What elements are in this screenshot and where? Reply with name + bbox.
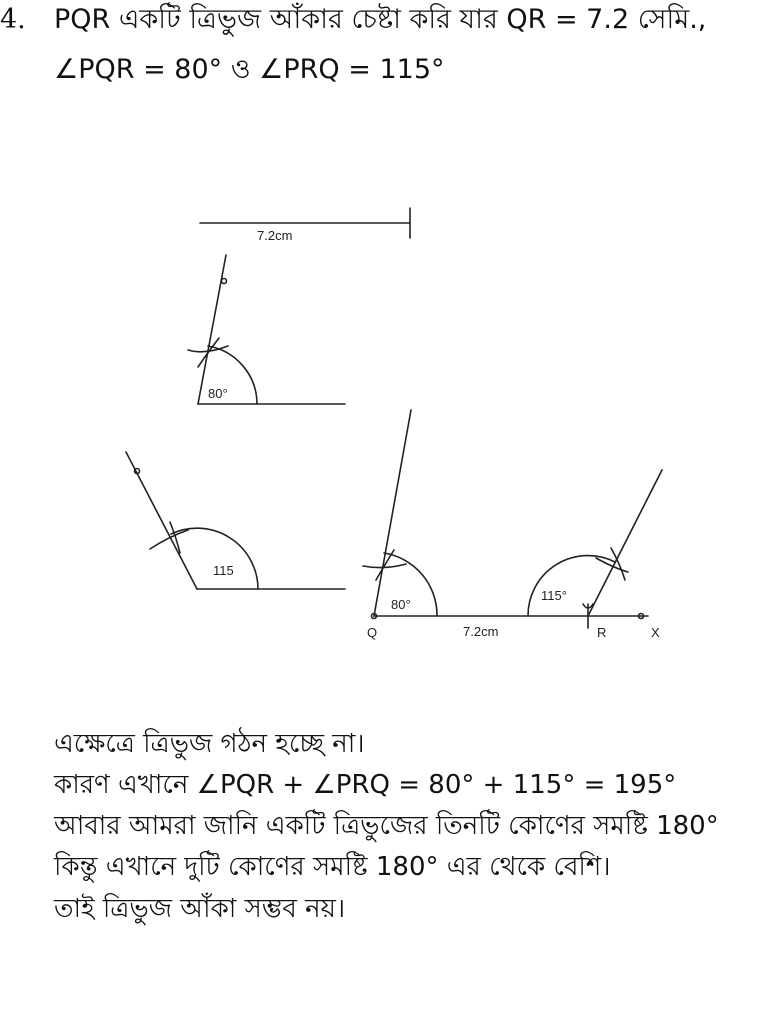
answer-line-1: এক্ষেত্রে ত্রিভুজ গঠন হচ্ছে না।: [54, 729, 365, 759]
base-label: 7.2cm: [463, 624, 499, 639]
question-text: PQR একটি ত্রিভুজ আঁকার চেষ্টা করি যার QR = 7.2 সেমি.,: [54, 4, 707, 35]
point-q-label: Q: [367, 625, 378, 640]
angle-80-label: 80°: [208, 386, 228, 401]
top-segment-label: 7.2cm: [257, 228, 293, 243]
top-segment: [200, 208, 410, 243]
answer-line-2: কারণ এখানে ∠PQR + ∠PRQ = 80° + 115° = 195°: [54, 770, 677, 800]
final-angle-115-label: 115°: [541, 588, 567, 603]
answer-line-3: আবার আমরা জানি একটি ত্রিভুজের তিনটি কোণের সমষ্টি 180°: [54, 811, 719, 841]
answer-line-5: তাই ত্রিভুজ আঁকা সম্ভব নয়।: [54, 894, 346, 924]
angle-80-construction: [188, 255, 345, 404]
angle-115-construction: [126, 452, 345, 589]
question-line-2: ∠PQR = 80° ও ∠PRQ = 115°: [54, 54, 445, 85]
final-construction: [363, 410, 662, 640]
point-r-label: R: [597, 625, 607, 640]
angle-115-label: 115: [213, 563, 234, 578]
point-x-label: X: [651, 625, 660, 640]
final-angle-80-label: 80°: [391, 597, 411, 612]
question-number: 4.: [0, 4, 26, 35]
answer-line-4: কিন্তু এখানে দুটি কোণের সমষ্টি 180° এর থেকে বেশি।: [54, 852, 611, 882]
